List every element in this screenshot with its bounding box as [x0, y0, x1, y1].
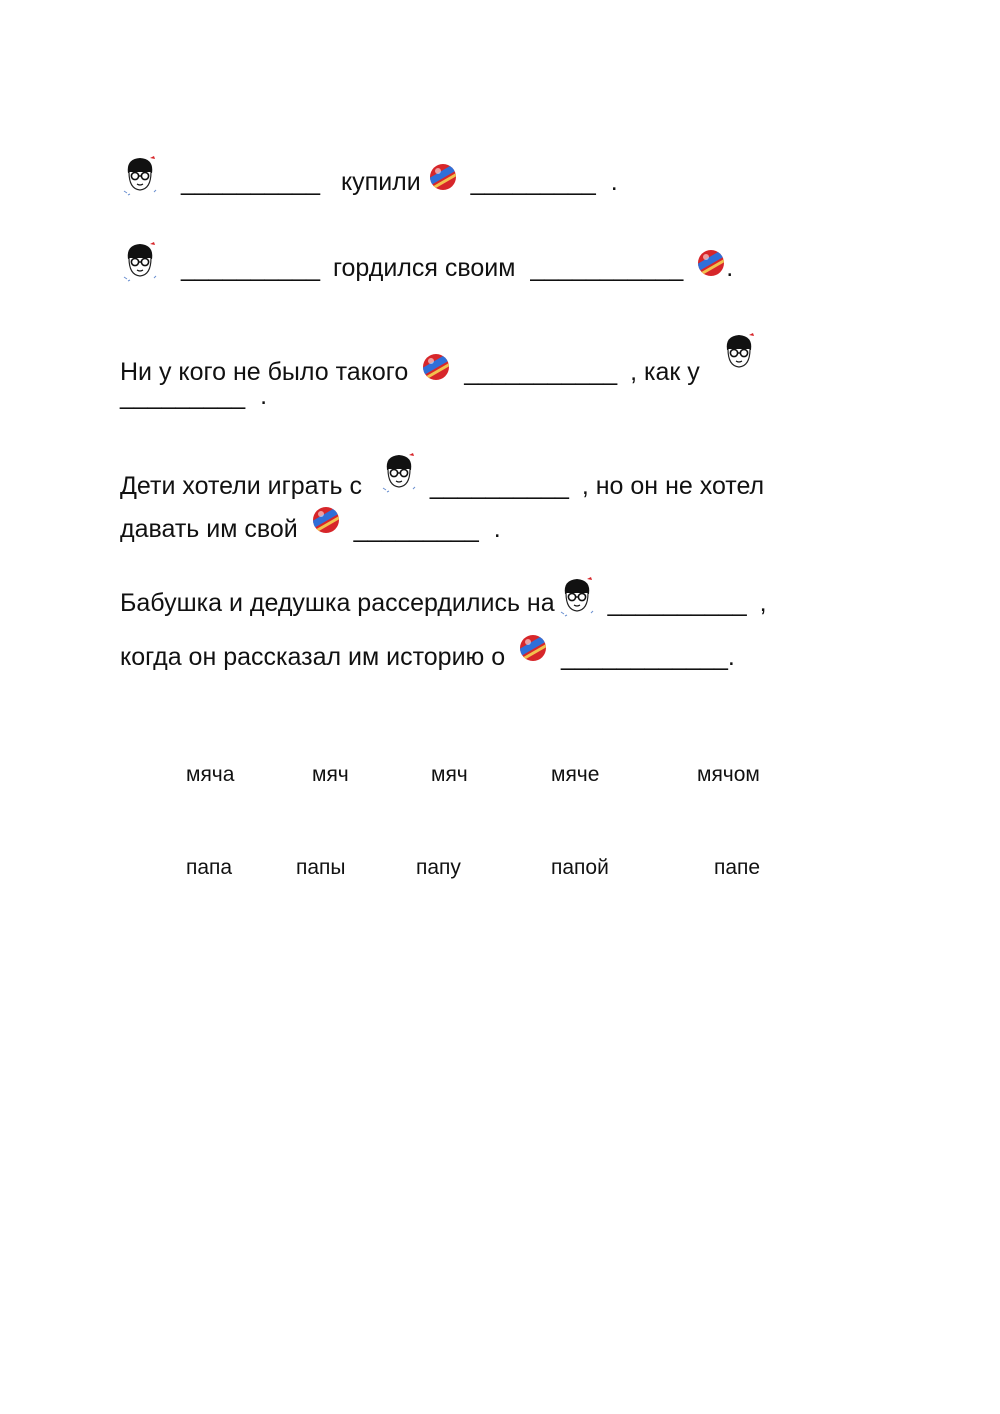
word-option[interactable]: папа: [186, 856, 233, 879]
blank[interactable]: _________: [470, 168, 596, 196]
blank[interactable]: _________: [353, 515, 479, 543]
blank[interactable]: __________: [429, 472, 569, 500]
sentence-end: .: [260, 382, 268, 410]
sentence-3: [120, 332, 759, 387]
sentence-end: .: [726, 254, 734, 282]
sentence-2: [120, 241, 733, 283]
striped-ball-icon: [311, 505, 341, 535]
word-option[interactable]: мяч: [431, 763, 468, 786]
sentence-text: когда он рассказал им историю о: [120, 643, 506, 671]
boy-glasses-icon: [120, 155, 160, 197]
blank[interactable]: __________: [180, 254, 320, 282]
blank[interactable]: ____________: [561, 643, 728, 671]
word-option[interactable]: мяч: [312, 763, 349, 786]
word-option[interactable]: мяче: [551, 763, 600, 786]
sentence-text: , как у: [630, 358, 700, 386]
sentence-4-cont: [120, 505, 501, 544]
word-option[interactable]: папе: [714, 856, 761, 879]
boy-glasses-icon: [379, 452, 419, 494]
striped-ball-icon: [421, 352, 451, 382]
sentence-text: гордился своим: [332, 254, 516, 282]
striped-ball-icon: [428, 162, 458, 192]
sentence-text: купили: [340, 168, 421, 196]
sentence-text: Ни у кого не было такого: [120, 358, 409, 386]
boy-glasses-icon: [120, 241, 160, 283]
sentence-5-cont: [120, 633, 735, 672]
blank[interactable]: ___________: [530, 254, 684, 282]
boy-glasses-icon: [557, 576, 597, 618]
sentence-text: ,: [759, 589, 767, 617]
blank[interactable]: __________: [180, 168, 320, 196]
sentence-text: Дети хотели играть с: [120, 472, 362, 500]
sentence-5: [120, 576, 767, 618]
sentence-3-cont: [120, 381, 267, 411]
sentence-1: [120, 155, 618, 197]
word-option[interactable]: папы: [296, 856, 346, 879]
sentence-text: Бабушка и дедушка рассердились на: [120, 589, 555, 617]
blank[interactable]: _________: [120, 382, 246, 410]
sentence-end: .: [727, 643, 735, 671]
sentence-text: , но он не хотел: [581, 472, 765, 500]
word-option[interactable]: папу: [416, 856, 461, 879]
blank[interactable]: __________: [607, 589, 747, 617]
word-option[interactable]: мячом: [697, 763, 760, 786]
sentence-text: давать им свой: [120, 515, 298, 543]
sentence-end: .: [493, 515, 501, 543]
striped-ball-icon: [518, 633, 548, 663]
word-option[interactable]: мяча: [186, 763, 235, 786]
sentence-4: [120, 452, 764, 501]
word-option[interactable]: папой: [551, 856, 609, 879]
boy-glasses-icon: [719, 332, 759, 374]
sentence-end: .: [610, 168, 618, 196]
blank[interactable]: ___________: [464, 358, 618, 386]
striped-ball-icon: [696, 248, 726, 278]
